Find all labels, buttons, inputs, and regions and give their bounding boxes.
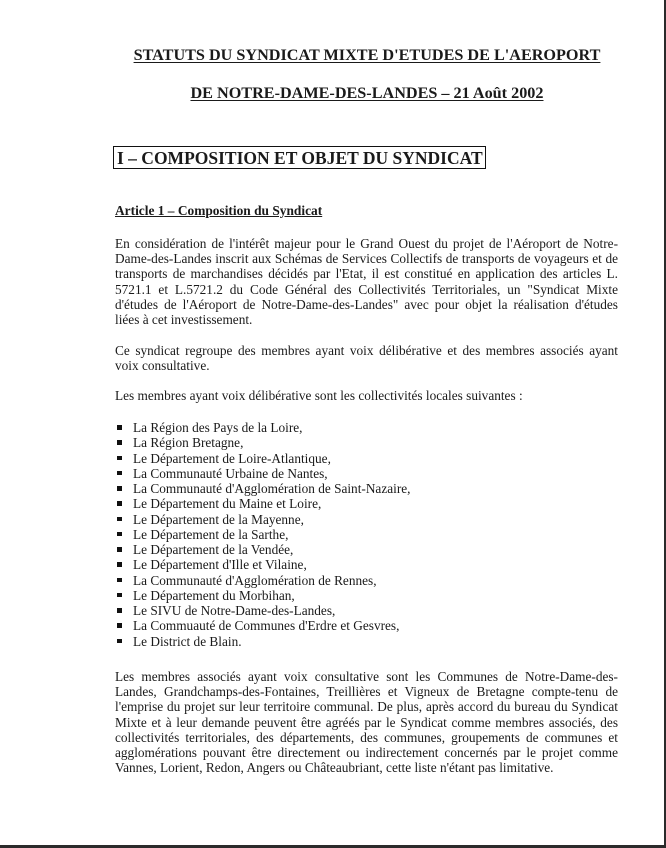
- paragraph-members-intro: Ce syndicat regroupe des membres ayant voix délibérative et des membres associés ayant voix consultative.: [115, 343, 618, 374]
- list-item: La Région des Pays de la Loire,: [117, 420, 410, 435]
- square-bullet-icon: [117, 562, 122, 567]
- square-bullet-icon: [117, 547, 122, 552]
- list-item: Le Département de la Sarthe,: [117, 527, 410, 542]
- square-bullet-icon: [117, 623, 122, 628]
- deliberative-members-list: [117, 420, 410, 649]
- list-item: Le Département du Morbihan,: [117, 588, 410, 603]
- square-bullet-icon: [117, 639, 122, 644]
- list-item: Le Département de la Mayenne,: [117, 512, 410, 527]
- square-bullet-icon: [117, 578, 122, 583]
- square-bullet-icon: [117, 456, 122, 461]
- square-bullet-icon: [117, 471, 122, 476]
- square-bullet-icon: [117, 425, 122, 430]
- square-bullet-icon: [117, 593, 122, 598]
- list-item: Le Département du Maine et Loire,: [117, 496, 410, 511]
- list-item: La Région Bretagne,: [117, 435, 410, 450]
- square-bullet-icon: [117, 517, 122, 522]
- square-bullet-icon: [117, 501, 122, 506]
- section-heading: I – COMPOSITION ET OBJET DU SYNDICAT: [113, 146, 486, 169]
- list-item: La Communauté d'Agglomération de Rennes,: [117, 573, 410, 588]
- paragraph-associate-members: Les membres associés ayant voix consultative sont les Communes de Notre-Dame-des-Landes, Grandchamps-des-Fontaines, Treillières et Vigneux de Bretagne compte-tenu de l'emprise du projet sur leur territoire communal. De plus, après accord du bureau du Syndicat Mixte et à leur demande peuvent être agréés par le Syndicat comme membres associés, des collectivités territoriales, des départements, des communes, groupements de communes et agglomérations pouvant être directement ou indirectement concernés par le projet comme Vannes, Lorient, Redon, Angers ou Châteaubriant, cette liste n'étant pas limitative.: [115, 669, 618, 776]
- list-item: La Communauté d'Agglomération de Saint-Nazaire,: [117, 481, 410, 496]
- article-heading: Article 1 – Composition du Syndicat: [115, 203, 323, 218]
- list-item: Le Département de la Vendée,: [117, 542, 410, 557]
- document-title-line-2: DE NOTRE-DAME-DES-LANDES – 21 Août 2002: [190, 84, 544, 102]
- square-bullet-icon: [117, 486, 122, 491]
- square-bullet-icon: [117, 440, 122, 445]
- list-item: Le SIVU de Notre-Dame-des-Landes,: [117, 603, 410, 618]
- paragraph-preamble: En considération de l'intérêt majeur pour le Grand Ouest du projet de l'Aéroport de Notre-Dame-des-Landes inscrit aux Schémas de Services Collectifs de transports de voyageurs et de transports de marchandises décidés par l'Etat, il est constitué en application des articles L. 5721.1 et L.5721.2 du Code Général des Collectivités Territoriales, un "Syndicat Mixte d'études de l'Aéroport de Notre-Dame-des-Landes" avec pour objet la réalisation d'études liées à cet investissement.: [115, 236, 618, 328]
- list-item: La Commuauté de Communes d'Erdre et Gesvres,: [117, 618, 410, 633]
- paragraph-deliberative-intro: Les membres ayant voix délibérative sont les collectivités locales suivantes :: [115, 388, 523, 403]
- square-bullet-icon: [117, 532, 122, 537]
- square-bullet-icon: [117, 608, 122, 613]
- list-item: Le District de Blain.: [117, 634, 410, 649]
- list-item: Le Département de Loire-Atlantique,: [117, 451, 410, 466]
- list-item: La Communauté Urbaine de Nantes,: [117, 466, 410, 481]
- list-item: Le Département d'Ille et Vilaine,: [117, 557, 410, 572]
- document-title-line-1: STATUTS DU SYNDICAT MIXTE D'ETUDES DE L'AEROPORT: [133, 46, 601, 64]
